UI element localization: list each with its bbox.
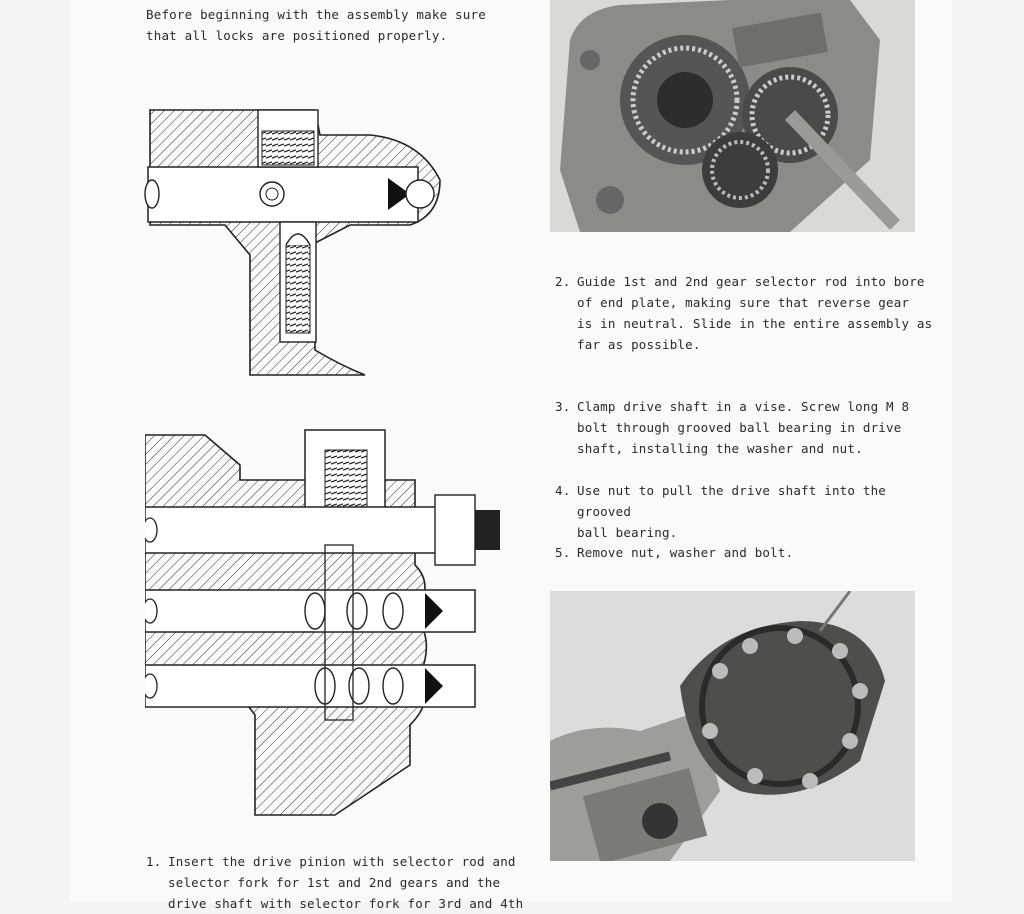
gearbox-photo-top: [550, 0, 915, 232]
step-number: 4.: [555, 483, 571, 498]
step-number: 3.: [555, 399, 571, 414]
step-number: 2.: [555, 274, 571, 289]
step-text: Use nut to pull the drive shaft into the grooved ball bearing.: [577, 483, 887, 540]
intro-text: Before beginning with the assembly make sure that all locks are positioned properly.: [146, 7, 486, 43]
step-4: [555, 480, 935, 543]
selector-lock-diagram-top: [140, 95, 495, 380]
manual-page: [70, 0, 952, 911]
step-text: Remove nut, washer and bolt.: [577, 545, 794, 560]
selector-lock-diagram-bottom: [145, 425, 500, 820]
gearbox-photo-bottom: [550, 591, 915, 861]
step-3: [555, 396, 935, 459]
step-2: [555, 271, 935, 355]
step-number: 5.: [555, 545, 571, 560]
step-text: Clamp drive shaft in a vise. Screw long M 8 bolt through grooved ball bearing in drive shaft, installing the washer and nut.: [577, 399, 910, 456]
step-text: Guide 1st and 2nd gear selector rod into bore of end plate, making sure that reverse gear is in neutral. Slide in the entire assembly as far as possible.: [577, 274, 933, 352]
step-number: 1.: [146, 854, 162, 869]
step-text: Insert the drive pinion with selector rod and selector fork for 1st and 2nd gears and the drive shaft with selector fork for 3rd and 4th: [168, 854, 524, 911]
step-1: [146, 851, 546, 914]
step-5: [555, 542, 935, 563]
